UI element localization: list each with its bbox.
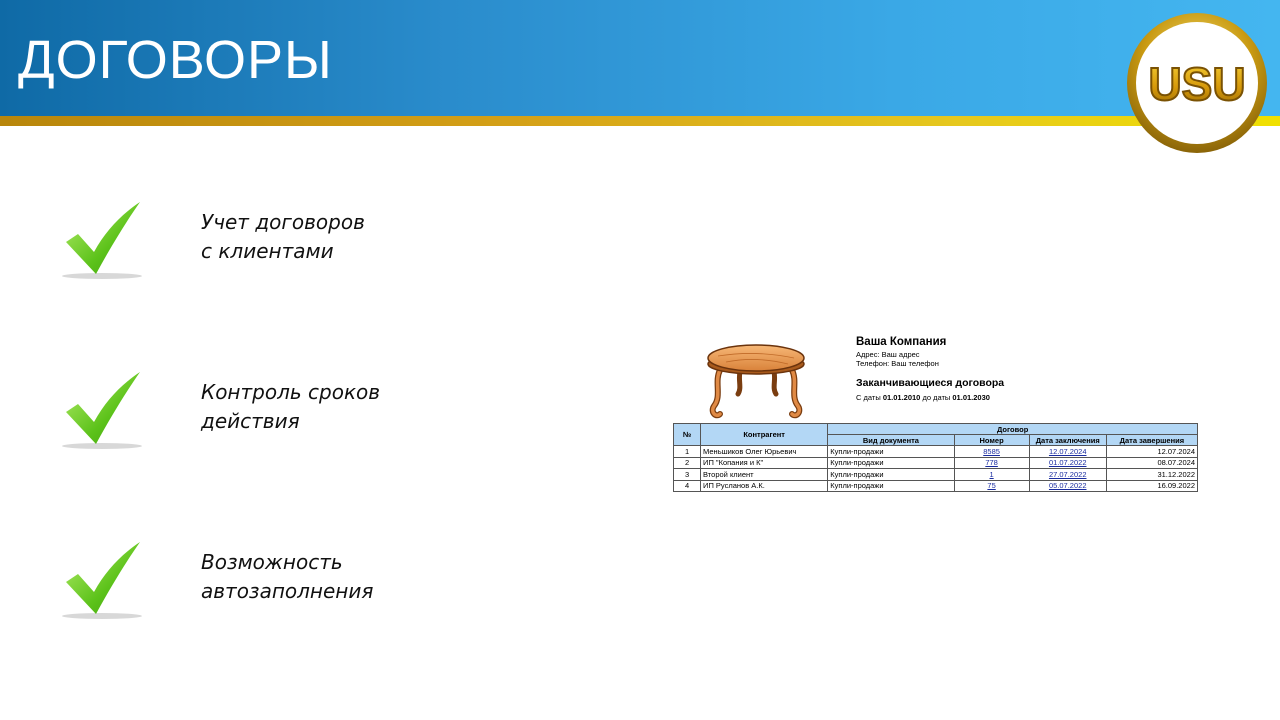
- contract-date-link[interactable]: 05.07.2022: [1048, 481, 1087, 491]
- period-from-label: С даты: [856, 393, 881, 402]
- page-title: ДОГОВОРЫ: [18, 30, 333, 90]
- feature-text-line: действия: [201, 409, 300, 433]
- contract-number-link[interactable]: 1: [989, 469, 994, 479]
- report-title: Заканчивающиеся договора: [856, 377, 1005, 389]
- contract-date-link[interactable]: 01.07.2022: [1048, 458, 1087, 468]
- period-from: 01.01.2010: [882, 393, 921, 402]
- table-furniture-icon: [704, 334, 814, 422]
- feature-item: [56, 370, 556, 460]
- table-row: 3 Второй клиент Купли-продажи 1 27.07.2022 31.12.2022: [674, 469, 1198, 481]
- checkmark-icon: [56, 370, 152, 460]
- table-row: 2 ИП "Копания и К" Купли-продажи 778 01.07.2022 08.07.2024: [674, 457, 1198, 469]
- checkmark-icon: [56, 540, 152, 630]
- feature-text-line: Учет договоров: [201, 210, 365, 234]
- feature-item: [56, 540, 556, 630]
- period-to-label: до даты: [922, 393, 951, 402]
- feature-text-line: с клиентами: [201, 239, 334, 263]
- company-phone: Телефон: Ваш телефон: [856, 359, 939, 368]
- col-counterparty: Контрагент: [701, 424, 828, 446]
- table-row: 1 Меньшиков Олег Юрьевич Купли-продажи 8585 12.07.2024 12.07.2024: [674, 446, 1198, 458]
- feature-text-line: Возможность: [201, 550, 343, 574]
- col-doc-type: Вид документа: [828, 435, 954, 446]
- feature-text-line: Контроль сроков: [201, 380, 381, 404]
- logo-text: USU: [1148, 58, 1246, 110]
- contract-date-link[interactable]: 12.07.2024: [1048, 446, 1087, 456]
- report-preview: [672, 330, 1202, 500]
- col-date-signed: Дата заключения: [1029, 435, 1106, 446]
- header-stripe: [0, 116, 1280, 126]
- contract-number-link[interactable]: 8585: [983, 446, 1000, 456]
- company-name: Ваша Компания: [856, 336, 947, 348]
- col-date-end: Дата завершения: [1106, 435, 1197, 446]
- table-row: 4 ИП Русланов А.К. Купли-продажи 75 05.07.2022 16.09.2022: [674, 480, 1198, 492]
- contract-date-link[interactable]: 27.07.2022: [1048, 469, 1087, 479]
- col-num: №: [674, 424, 701, 446]
- usu-logo: [1126, 12, 1268, 154]
- feature-text-line: автозаполнения: [201, 579, 374, 603]
- period-to: 01.01.2030: [952, 393, 990, 402]
- report-period: [856, 393, 990, 402]
- col-contract: Договор: [828, 424, 1198, 435]
- company-address: Адрес: Ваш адрес: [856, 350, 920, 359]
- col-number: Номер: [954, 435, 1029, 446]
- contracts-table: [673, 423, 1198, 492]
- feature-item: [56, 200, 556, 290]
- contract-number-link[interactable]: 75: [987, 481, 996, 491]
- contract-number-link[interactable]: 778: [985, 458, 998, 468]
- checkmark-icon: [56, 200, 152, 290]
